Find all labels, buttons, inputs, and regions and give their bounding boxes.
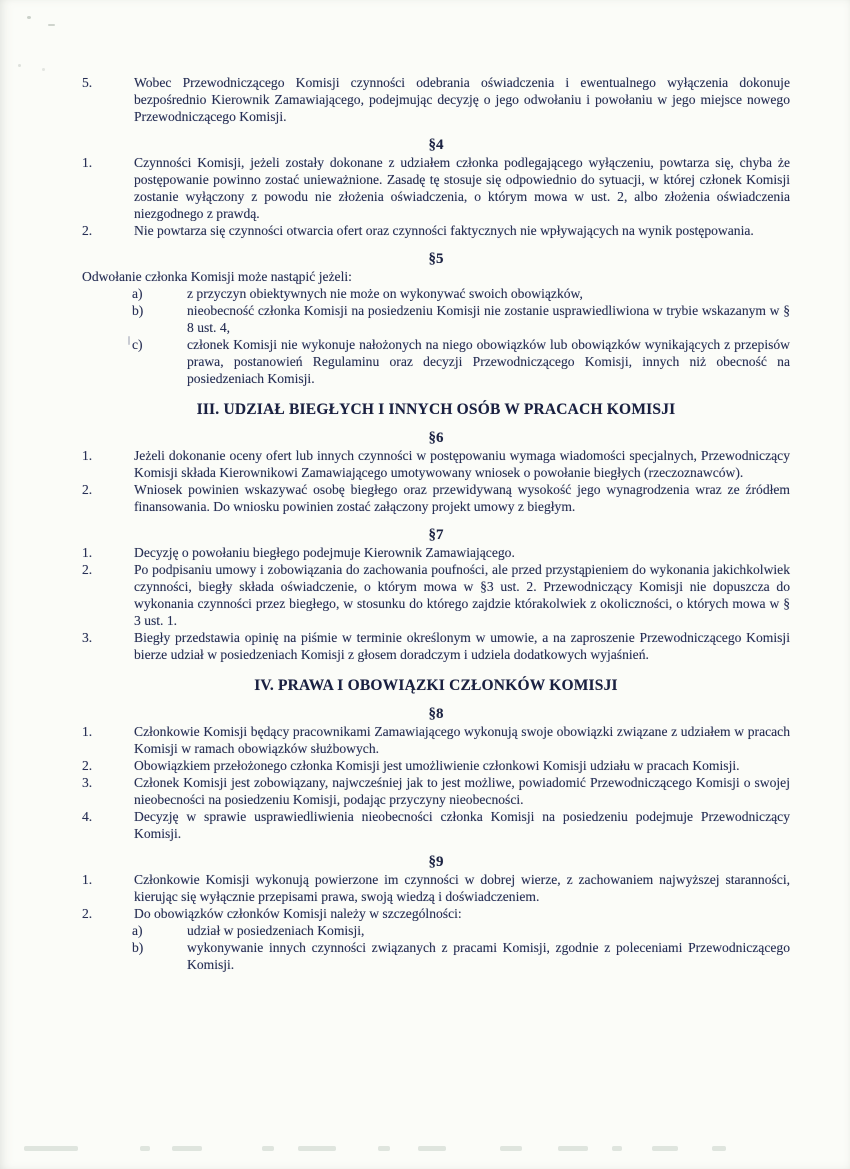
list-item-text: Wniosek powinien wskazywać osobę biegłego oraz przewidywaną wysokość jego wynagrodzenia wraz ze źródłem finansowania. Do wniosku powinien zostać załączony projekt umowy z biegłym. bbox=[134, 482, 790, 514]
list-item bbox=[82, 723, 790, 757]
list-item-number: 2. bbox=[82, 482, 93, 497]
list-item bbox=[82, 905, 790, 922]
list-item bbox=[82, 561, 790, 629]
list-item-number: 1. bbox=[82, 872, 93, 887]
scan-speck bbox=[48, 24, 55, 26]
list-item-text: Biegły przedstawia opinię na piśmie w terminie określonym w umowie, a na zaproszenie Przewodniczącego Komisji bierze udział w posiedzeniach Komisji z głosem doradczym i udziela dodatkowych wyjaśnień. bbox=[134, 630, 790, 662]
sub-item-text: z przyczyn obiektywnych nie może on wykonywać swoich obowiązków, bbox=[187, 286, 583, 301]
list-item-number: 5. bbox=[82, 75, 93, 90]
list-item bbox=[82, 808, 790, 842]
list-item bbox=[82, 481, 790, 515]
paragraph-heading: §4 bbox=[428, 137, 444, 153]
sub-item-text: członek Komisji nie wykonuje nałożonych na niego obowiązków lub obowiązków wynikających z przepisów prawa, postanowień Regulaminu oraz decyzji Przewodniczącego Komisji, innych niż obecność na posiedzeniach Komisji. bbox=[187, 337, 790, 386]
list-item-text: Jeżeli dokonanie oceny ofert lub innych czynności w postępowaniu wymaga wiadomości specjalnych, Przewodniczący Komisji składa Kierownikowi Zamawiającego umotywowany wniosek o powołanie biegłych (rzeczoznawców). bbox=[134, 448, 790, 480]
sub-item-text: udział w posiedzeniach Komisji, bbox=[187, 923, 365, 938]
list-item-number: 2. bbox=[82, 562, 93, 577]
sub-item-letter: a) bbox=[132, 923, 143, 938]
section-heading: III. UDZIAŁ BIEGŁYCH I INNYCH OSÓB W PRACACH KOMISJI bbox=[196, 401, 676, 418]
list-item-text: Obowiązkiem przełożonego członka Komisji jest umożliwienie członkowi Komisji udziału w pracach Komisji. bbox=[134, 758, 740, 773]
scan-speck bbox=[27, 16, 31, 19]
list-item bbox=[82, 154, 790, 222]
sub-item bbox=[132, 285, 790, 302]
paragraph-heading: §9 bbox=[428, 854, 444, 870]
sub-item-letter: b) bbox=[132, 940, 144, 955]
sub-item bbox=[132, 922, 790, 939]
list-item-number: 1. bbox=[82, 724, 93, 739]
list-item-number: 3. bbox=[82, 775, 93, 790]
sub-item-text: nieobecność członka Komisji na posiedzeniu Komisji nie zostanie usprawiedliwiona w trybie wskazanym w § 8 ust. 4, bbox=[187, 303, 790, 335]
intro-line: Odwołanie członka Komisji może nastąpić jeżeli: bbox=[82, 269, 352, 284]
sub-item-text: wykonywanie innych czynności związanych z pracami Komisji, zgodnie z poleceniami Przewodniczącego Komisji. bbox=[187, 940, 790, 972]
list-item bbox=[82, 222, 790, 239]
list-item-text: Do obowiązków członków Komisji należy w szczególności: bbox=[134, 906, 462, 921]
list-item-text: Decyzję w sprawie usprawiedliwienia nieobecności członka Komisji na posiedzeniu podejmuje Przewodniczący Komisji. bbox=[134, 809, 790, 841]
paragraph-heading: §7 bbox=[428, 527, 444, 543]
list-item-text: Członkowie Komisji będący pracownikami Zamawiającego wykonują swoje obowiązki związane z udziałem w pracach Komisji w ramach obowiązków służbowych. bbox=[134, 724, 790, 756]
sub-item bbox=[132, 939, 790, 973]
sub-item-letter: a) bbox=[132, 286, 143, 301]
sub-item bbox=[132, 336, 790, 387]
list-item bbox=[82, 629, 790, 663]
paragraph-heading: §5 bbox=[428, 251, 444, 267]
list-item-number: 1. bbox=[82, 155, 93, 170]
list-item-text: Członkowie Komisji wykonują powierzone im czynności w dobrej wierze, z zachowaniem najwyższej staranności, kierując się wyłącznie przepisami prawa, swoją wiedzą i doświadczeniem. bbox=[134, 872, 790, 904]
list-item bbox=[82, 447, 790, 481]
list-item bbox=[82, 774, 790, 808]
section-heading: IV. PRAWA I OBOWIĄZKI CZŁONKÓW KOMISJI bbox=[254, 677, 618, 694]
list-item bbox=[82, 544, 790, 561]
list-item-number: 2. bbox=[82, 223, 93, 238]
paragraph-heading: §8 bbox=[428, 706, 444, 722]
sub-item-letter: c) bbox=[132, 337, 143, 352]
list-item bbox=[82, 74, 790, 125]
list-item-text: Decyzję o powołaniu biegłego podejmuje Kierownik Zamawiającego. bbox=[134, 545, 515, 560]
list-item-number: 2. bbox=[82, 906, 93, 921]
document-body bbox=[0, 60, 850, 973]
paragraph-heading: §6 bbox=[428, 430, 444, 446]
list-item bbox=[82, 757, 790, 774]
list-item bbox=[82, 871, 790, 905]
scan-smudge-row bbox=[0, 1146, 850, 1154]
list-item-text: Członek Komisji jest zobowiązany, najwcześniej jak to jest możliwe, powiadomić Przewodniczącego Komisji o swojej nieobecności na posiedzeniu Komisji, podając przyczyny nieobecności. bbox=[134, 775, 790, 807]
list-item-number: 2. bbox=[82, 758, 93, 773]
list-item-number: 4. bbox=[82, 809, 93, 824]
list-item-number: 1. bbox=[82, 448, 93, 463]
sub-item-letter: b) bbox=[132, 303, 144, 318]
list-item-text: Nie powtarza się czynności otwarcia ofert oraz czynności faktycznych nie wpływających na wynik postępowania. bbox=[134, 223, 754, 238]
sub-item bbox=[132, 302, 790, 336]
list-item-number: 1. bbox=[82, 545, 93, 560]
list-item-text: Wobec Przewodniczącego Komisji czynności odebrania oświadczenia i ewentualnego wyłączenia dokonuje bezpośrednio Kierownik Zamawiającego, podejmując decyzję o jego odwołaniu i powołaniu w jego miejsce nowego Przewodniczącego Komisji. bbox=[134, 75, 790, 124]
list-item-text: Po podpisaniu umowy i zobowiązania do zachowania poufności, ale przed przystąpieniem do wykonania jakichkolwiek czynności, biegły składa oświadczenie, o którym mowa w §3 ust. 2. Przewodniczący Komisji nie dopuszcza do wykonania czynności przez biegłego, w stosunku do którego zajdzie którakolwiek z okoliczności, o których mowa w § 3 ust. 1. bbox=[134, 562, 790, 628]
list-item-number: 3. bbox=[82, 630, 93, 645]
list-item-text: Czynności Komisji, jeżeli zostały dokonane z udziałem członka podlegającego wyłączeniu, powtarza się, chyba że postępowanie powinno zostać unieważnione. Zasadę tę stosuje się odpowiednio do sytuacji, w której członek Komisji zostanie wyłączony z powodu nie złożenia oświadczenia, o którym mowa w ust. 2, albo złożenia oświadczenia niezgodnego z prawdą. bbox=[134, 155, 790, 221]
